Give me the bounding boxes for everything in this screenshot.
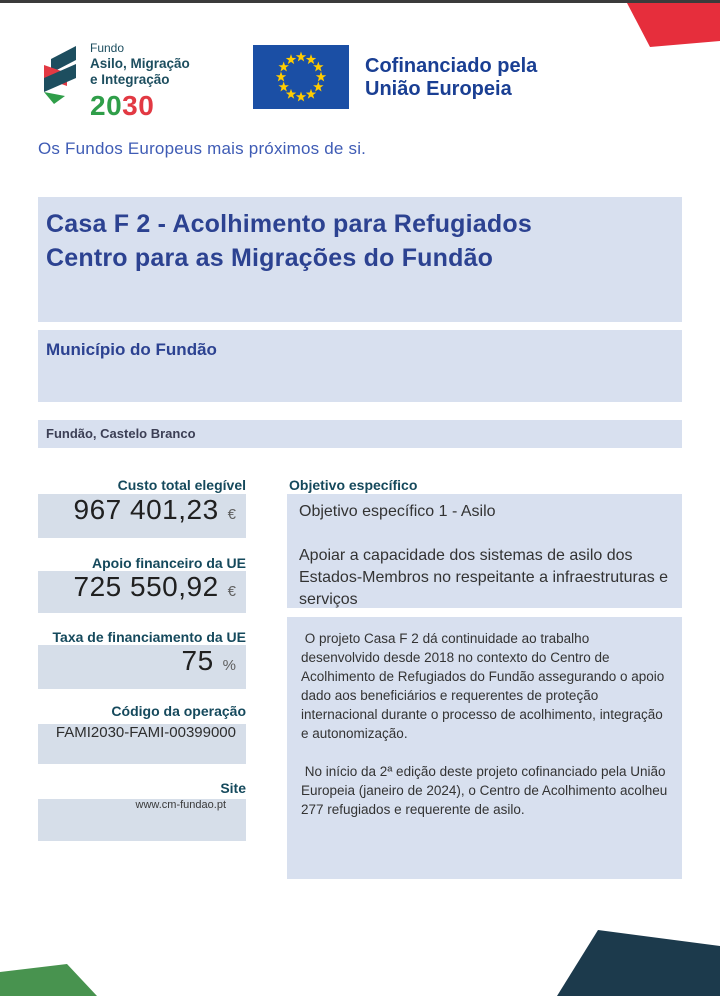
eu-support-unit: €: [227, 583, 236, 600]
spacer: [299, 523, 670, 545]
finance-value-eu-support: [38, 571, 246, 613]
project-description-para2: No início da 2ª edição deste projeto cofinanciado pela União Europeia (janeiro de 2024), o Centro de Acolhimento acolheu 277 refugiados e requerente de asilo.: [301, 764, 672, 817]
objective-description: Apoiar a capacidade dos sistemas de asilo dos Estados-Membros no respeitante a infraestruturas e serviços: [299, 547, 669, 608]
fund-logo-line2: Asilo, Migração: [90, 56, 190, 71]
eu-rate-value: 75: [181, 645, 214, 676]
tagline: Os Fundos Europeus mais próximos de si.: [38, 139, 367, 158]
finance-value-operation-code: [38, 724, 246, 764]
finance-value-total-cost: [38, 494, 246, 538]
fund-logo-year: [90, 89, 190, 121]
fund-logo-year-30: 30: [122, 89, 155, 121]
eu-cofinancing-line2: União Europeia: [365, 78, 512, 100]
total-cost-unit: €: [227, 506, 236, 523]
operation-code-value: FAMI2030-FAMI-00399000: [55, 724, 236, 741]
fund-logo-icon: [43, 42, 77, 104]
project-title-line1: Casa F 2 - Acolhimento para Refugiados: [46, 210, 532, 238]
top-right-red-shape: [627, 3, 720, 47]
finance-label-total-cost: Custo total elegível: [117, 477, 246, 493]
project-title-block: [38, 197, 682, 322]
total-cost-value: 967 401,23: [73, 494, 219, 525]
eu-cofinancing-text: [365, 55, 537, 101]
project-description-box: [287, 617, 682, 879]
location-block: [38, 420, 682, 448]
fund-logo-line1: Fundo: [90, 41, 125, 55]
bottom-left-green-shape: [0, 964, 97, 996]
eu-rate-unit: %: [222, 657, 236, 674]
finance-label-eu-support: Apoio financeiro da UE: [91, 555, 246, 571]
project-title-line2: Centro para as Migrações do Fundão: [46, 244, 494, 272]
finance-value-site: [38, 799, 246, 841]
fund-logo-year-20: 20: [90, 89, 123, 121]
fund-logo-line3: e Integração: [90, 72, 170, 87]
beneficiary-block: [38, 330, 682, 402]
beneficiary-name: Município do Fundão: [46, 340, 217, 359]
objective-box: [287, 494, 682, 608]
objective-heading: Objetivo específico: [289, 477, 418, 493]
finance-label-site: Site: [220, 780, 246, 796]
window-top-border: [0, 0, 720, 3]
eu-cofinancing-line1: Cofinanciado pela: [365, 55, 538, 77]
finance-value-eu-rate: [38, 645, 246, 689]
project-description-para1: O projeto Casa F 2 dá continuidade ao trabalho desenvolvido desde 2018 no contexto do Centro de Acolhimento de Refugiados do Fundão assegurando o apoio dado aos beneficiários e requerentes de proteção internacional durante o processo de acolhimento, integração e autonomização.: [301, 631, 669, 741]
location-text: Fundão, Castelo Branco: [46, 426, 196, 441]
site-url[interactable]: www.cm-fundao.pt: [135, 799, 226, 811]
bottom-right-dark-shape: [557, 930, 720, 996]
objective-title: Objetivo específico 1 - Asilo: [299, 503, 496, 520]
finance-label-operation-code: Código da operação: [111, 703, 246, 719]
finance-label-eu-rate: Taxa de financiamento da UE: [52, 629, 246, 645]
fund-logo-text: [90, 42, 190, 120]
eu-flag-icon: [253, 45, 349, 109]
eu-support-value: 725 550,92: [73, 571, 219, 602]
spacer: [301, 743, 668, 762]
